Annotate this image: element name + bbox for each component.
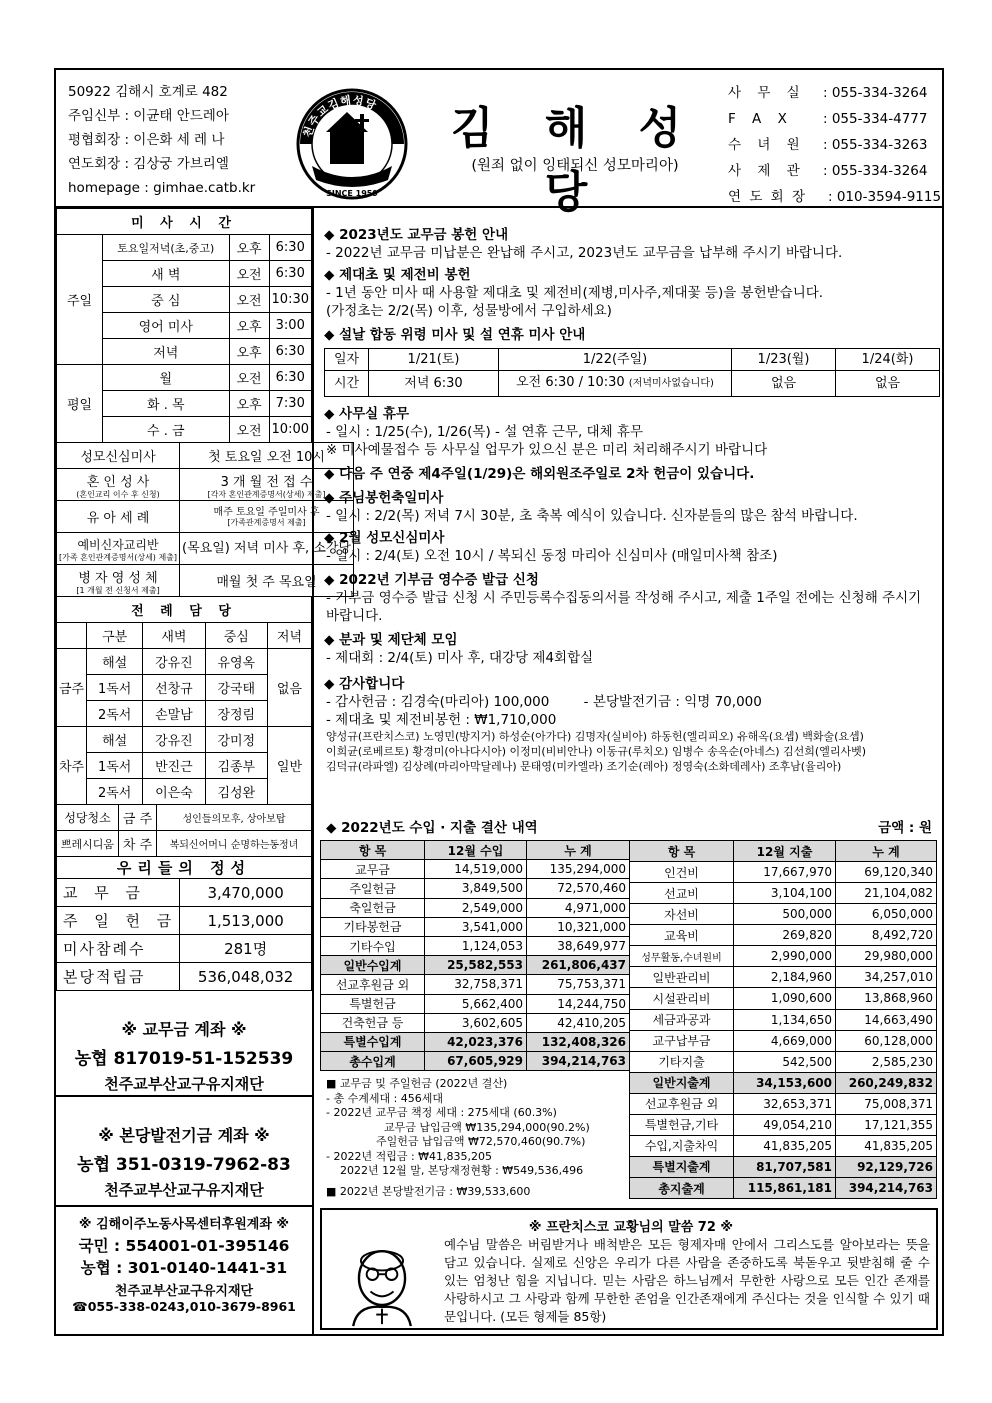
table-row: 주일헌금 3,849,500 72,570,460 — [321, 879, 630, 898]
table-row: 특별헌금,기타 49,054,210 17,121,355 — [630, 1114, 937, 1135]
pope-quote-body: 예수님 말씀은 버림받거나 배척받은 모든 형제자매 안에서 그리스도를 알아보라는 뜻을 담고 있습니다. 실제로 신앙은 우리가 다른 사람을 존중하도록 북돋우고 뒷받침해 줄 수 있는 엄청난 힘을 지닙니다. 믿는 사람은 하느님께서 무한한 사랑으로 모든 인간 존재를 사랑하시고 그 사랑과 함께 무한한 존엄을 인간존재에게 주신다는 것을 인식할 수 있기 때문입니다. (모든 형제들 85항) — [444, 1237, 930, 1324]
table-row: 기타봉헌금 3,541,000 10,321,000 — [321, 917, 630, 936]
pastor: 주임신부 : 이균태 안드레아 — [68, 108, 229, 124]
table-row: 교육비 269,820 8,492,720 — [630, 925, 937, 946]
table-row: 세금과공과 1,134,650 14,663,490 — [630, 1009, 937, 1030]
table-row: 선교비 3,104,100 21,104,082 — [630, 883, 937, 904]
table-row: 병 자 영 성 체 [1 개월 전 신청서 제출] 매월 첫 주 목요일 — [57, 565, 354, 597]
pope-quote-title: ※ 프란치스코 교황님의 말씀 72 ※ — [528, 1220, 734, 1235]
table-row: 선교후원금 외 32,758,371 75,753,371 — [321, 975, 630, 994]
table-row: 기타지출 542,500 2,585,230 — [630, 1051, 937, 1072]
table-row: 수 . 금 오전 10:00 — [57, 417, 312, 443]
table-row: 주일 토요일저녁(초,중고) 오후 6:30 — [57, 235, 312, 261]
right-column — [316, 208, 942, 1334]
table-row: 일반지출계 34,153,600 260,249,832 — [630, 1072, 937, 1093]
table-row: 화 . 목 오후 7:30 — [57, 391, 312, 417]
table-row: 교구납부금 4,669,000 60,128,000 — [630, 1030, 937, 1051]
contact-rectory: 사 제 관 : 055-334-3264 — [728, 163, 928, 179]
table-row: 자선비 500,000 6,050,000 — [630, 904, 937, 925]
header — [56, 70, 942, 218]
table-row: 시간 저녁 6:30 오전 6:30 / 10:30 (저녁미사없습니다) 없음 없음 — [325, 371, 940, 397]
table-row: 2독서 손말남 장정림 — [57, 701, 312, 727]
parish-subtitle: (원죄 없이 잉태되신 성모마리아) — [471, 158, 679, 174]
finance-title: ◆ 2022년도 수입 · 지출 결산 내역 — [326, 820, 538, 836]
table-row: 성무활동,수녀원비 2,990,000 29,980,000 — [630, 946, 937, 967]
table-row: 예비신자교리반 [가족 혼인관계증명서(상세) 제출] (목요일) 저녁 미사 후, 소강당 — [57, 533, 354, 565]
table-row: 일반관리비 2,184,960 34,257,010 — [630, 967, 937, 988]
table-row: 총수입계 67,605,929 394,214,763 — [321, 1052, 630, 1071]
table-row: 쁘레시디움 차 주 복되신어머니 순명하는동정녀 — [57, 831, 312, 857]
mass-times-table — [56, 208, 312, 443]
table-row: 시설관리비 1,090,600 13,868,960 — [630, 988, 937, 1009]
mass-times-title: 미 사 시 간 — [57, 209, 312, 235]
table-row: 인건비 17,667,970 69,120,340 — [630, 862, 937, 883]
table-row: 본당적립금 536,048,032 — [57, 963, 312, 991]
liturgy-table — [56, 596, 312, 805]
table-row: 일자 1/21(토) 1/22(주일) 1/23(월) 1/24(화) — [325, 349, 940, 371]
table-row: 성당청소 금 주 성인들의모후, 상아보탑 — [57, 805, 312, 831]
giving-title: 우리들의 정성 — [57, 857, 312, 879]
pope-portrait-icon — [332, 1232, 432, 1328]
council-president: 평협회장 : 이은화 세 레 나 — [68, 132, 225, 148]
contact-convent: 수 녀 원 : 055-334-3263 — [728, 137, 928, 153]
finance-unit: 금액 : 원 — [878, 820, 932, 836]
bulletin — [54, 68, 944, 1336]
table-row: 중 심 오전 10:30 — [57, 287, 312, 313]
table-row: 금주 해설 강유진 유영옥 없음 — [57, 649, 312, 675]
table-row: 새 벽 오전 6:30 — [57, 261, 312, 287]
expense-table: 항 목 12월 지출 누 계 인건비 17,667,970 69,120,340 선교비 3,104,100 21,104,082 자선비 500,000 6,050,000 교육비 269,820 8,492,720 성무활동,수녀원비 2,990,000 29,980,000 일반관리비 2,184,960 34,257,010 시설관리비 1,090,600 13,868,960 세금과공과 1,134,650 14,663,490 교구납부금 4,669,000 60,128,000 기타지출 542,500 2,585,230 일반지출계 34,153,600 260,249,832 선교후원금 외 32,653,371 75,008,371 특별헌금,기타 49,054,210 17,121,355 수입,지출차익 41,835,205 41,835,205 특별지출계 81,707,581 92,129,726 총지출계 115,861,181 394,214,763 — [629, 840, 937, 1199]
table-row: 저녁 오후 6:30 — [57, 339, 312, 365]
table-row: 건축헌금 등 3,602,605 42,410,205 — [321, 1013, 630, 1032]
table-row: 특별수입계 42,023,376 132,408,326 — [321, 1032, 630, 1051]
parish-seal-icon — [292, 84, 412, 204]
table-row: 주 일 헌 금 1,513,000 — [57, 907, 312, 935]
contact-office: 사 무 실 : 055-334-3264 — [728, 85, 928, 101]
contacts — [728, 80, 941, 210]
financial-report — [320, 816, 938, 1199]
parish-title: 김 해 성 당 — [450, 103, 700, 218]
ossuary-president: 연도회장 : 김상궁 가브리엘 — [68, 156, 229, 172]
table-row: 1독서 반진근 김종부 — [57, 753, 312, 779]
svg-text:천주교김해성당: 천주교김해성당 — [300, 93, 379, 139]
table-row: 혼 인 성 사 (혼인교리 이수 후 신청) 3 개 월 전 접 수 [각자 혼인관계증명서(상세) 제출] — [57, 469, 354, 501]
table-row: 2독서 이은숙 김성완 — [57, 779, 312, 805]
notices: ◆ 2023년도 교무금 봉헌 안내 - 2022년 교무금 미납분은 완납해 주시고, 2023년도 교무금을 납부해 주시기 바랍니다. ◆ 제대초 및 제전비 봉헌 - 1년 동안 미사 때 사용할 제대초 및 제전비(제병,미사주,제대꽃 등)을 봉헌받습니다. (가정초는 2/2(목) 이후, 성물방에서 구입하세요) ◆ 설날 합동 위령 미사 및 설 연휴 미사 안내 일자 1/21(토) 1/22(주일) 1/23(월) 1/24(화) 시간 저녁 6:30 오전 6:30 / 10:30 (저녁미사없습니다) 없음 없음 ◆ 사무실 휴무 - 일시 : 1/25(수), 1/26(목) - 설 연휴 근무, 대체 휴무 ※ 미사예물접수 등 사무실 업무가 있으신 분은 미리 처리해주시기 바랍니다 ◆ 다음 주 연중 제4주일(1/29)은 해외원조주일로 2차 헌금이 있습니다. ◆ 주님봉헌축일미사 - 일시 : 2/2(목) 저녁 7시 30분, 초 축복 예식이 있습니다. 신자분들의 많은 참석 바랍니다. ◆ 2월 성모신심미사 - 일시 : 2/4(토) 오전 10시 / 복되신 동정 마리아 신심미사 (매일미사책 참조) ◆ 2022년 기부금 영수증 발급 신청 - 기부금 영수증 발급 신청 시 주민등록수집동의서를 작성해 주시고, 제출 1주일 전에는 신청해 주시기 바랍니다. ◆ 분과 및 제단체 모임 - 제대회 : 2/4(토) 미사 후, 대강당 제4회합실 ◆ 감사합니다 - 감사헌금 : 김경숙(마리아) 100,000 - 본당발전기금 : 익명 70,000 - 제대초 및 제전비봉헌 : ₩1,710,000 양성규(프란치스코) 노영민(방지거) 하성순(아가다) 김명자(실비아) 하동헌(엘리피오) 유해옥(요셉) 백화술(요셉) 이희균(로베르토) 황경미(아나다시아) 이정미(비비안나) 이동규(루치오) 임병수 송옥순(아네스) 김선희(엘리사벳) 김덕규(라파엘) 김상례(마리아막달레나) 문태영(미카엘라) 조기순(레아) 정영숙(소화데레사) 조후남(율리아) — [324, 222, 936, 774]
development-account: ※ 본당발전기금 계좌 ※ 농협 351-0319-7962-83 천주교부산교구유지재단 — [56, 1095, 312, 1205]
table-row: 교 무 금 3,470,000 — [57, 879, 312, 907]
contact-ossuary: 연 도 회 장 : 010-3594-9115 — [728, 189, 942, 205]
table-row: 평일 월 오전 6:30 — [57, 365, 312, 391]
migrant-center-account: ※ 김해이주노동사목센터후원계좌 ※ 국민 : 554001-01-395146 농협 : 301-0140-1441-31 천주교부산교구유지재단 ☎055-338-0243,010-3679-8961 — [56, 1205, 312, 1314]
table-row: 선교후원금 외 32,653,371 75,008,371 — [630, 1093, 937, 1114]
table-row: 교무금 14,519,000 135,294,000 — [321, 860, 630, 879]
income-table: 항 목 12월 수입 누 계 교무금 14,519,000 135,294,000 주일헌금 3,849,500 72,570,460 축일헌금 2,549,000 4,971,000 기타봉헌금 3,541,000 10,321,000 기타수입 1,124,053 38,649,977 일반수입계 25,582,553 261,806,437 선교후원금 외 32,758,371 75,753,371 특별헌금 5,662,400 14,244,750 건축헌금 등 3,602,605 42,410,205 특별수입계 42,023,376 132,408,326 총수입계 67,605,929 394,214,763 — [320, 840, 630, 1071]
table-row: 특별헌금 5,662,400 14,244,750 — [321, 994, 630, 1013]
sacraments-table — [56, 442, 354, 597]
left-column — [56, 208, 351, 1334]
table-row: 유 아 세 례 매주 토요일 주일미사 후 [가족관계증명서 제출] — [57, 501, 354, 533]
pope-quote — [320, 1208, 938, 1330]
table-row: 특별지출계 81,707,581 92,129,726 — [630, 1156, 937, 1177]
giving-table — [56, 856, 312, 991]
table-row: 성모신심미사 첫 토요일 오전 10시 — [57, 443, 354, 469]
table-row: 기타수입 1,124,053 38,649,977 — [321, 936, 630, 955]
liturgy-title: 전 례 담 당 — [57, 597, 312, 623]
table-row: 영어 미사 오후 3:00 — [57, 313, 312, 339]
finance-notes: ■ 교무금 및 주일헌금 (2022년 결산) - 총 수계세대 : 456세대 - 2022년 교무금 책정 세대 : 275세대 (60.3%) 교무금 납입금액 ₩135,294,000(90.2%) 주일헌금 납입금액 ₩72,570,460(90.7%) - 2022년 적립금 : ₩41,835,205 2022년 12월 말, 본당재정현황 : ₩549,536,496 ■ 2022년 본당발전기금 : ₩39,533,600 — [326, 1077, 590, 1198]
table-row: 축일헌금 2,549,000 4,971,000 — [321, 898, 630, 917]
cleaning-table — [56, 804, 312, 857]
lunar-new-year-table — [324, 348, 940, 397]
address: 50922 김해시 호계로 482 — [68, 84, 228, 100]
svg-text:SINCE 1959: SINCE 1959 — [326, 189, 378, 198]
contact-fax: F A X : 055-334-4777 — [728, 111, 928, 127]
table-row: 수입,지출차익 41,835,205 41,835,205 — [630, 1135, 937, 1156]
table-row: 구분 새벽 중심 저녁 — [57, 623, 312, 649]
table-row: 미사참례수 281명 — [57, 935, 312, 963]
table-row: 1독서 선창규 강국태 — [57, 675, 312, 701]
tithe-account: ※ 교무금 계좌 ※ 농협 817019-51-152539 천주교부산교구유지재단 — [74, 1020, 294, 1093]
homepage: homepage : gimhae.catb.kr — [68, 180, 256, 196]
table-row: 총지출계 115,861,181 394,214,763 — [630, 1178, 937, 1199]
table-row: 일반수입계 25,582,553 261,806,437 — [321, 956, 630, 975]
donor-list: 양성규(프란치스코) 노영민(방지거) 하성순(아가다) 김명자(실비아) 하동헌(엘리피오) 유해옥(요셉) 백화술(요셉) 이희균(로베르토) 황경미(아나다시아) 이정미(비비안나) 이동규(루치오) 임병수 송옥순(아네스) 김선희(엘리사벳) 김덕규(라파엘) 김상례(마리아막달레나) 문태영(미카엘라) 조기순(레아) 정영숙(소화데레사) 조후남(율리아) — [326, 730, 867, 773]
parish-info — [68, 80, 255, 200]
table-row: 차주 해설 강유진 강미정 일반 — [57, 727, 312, 753]
